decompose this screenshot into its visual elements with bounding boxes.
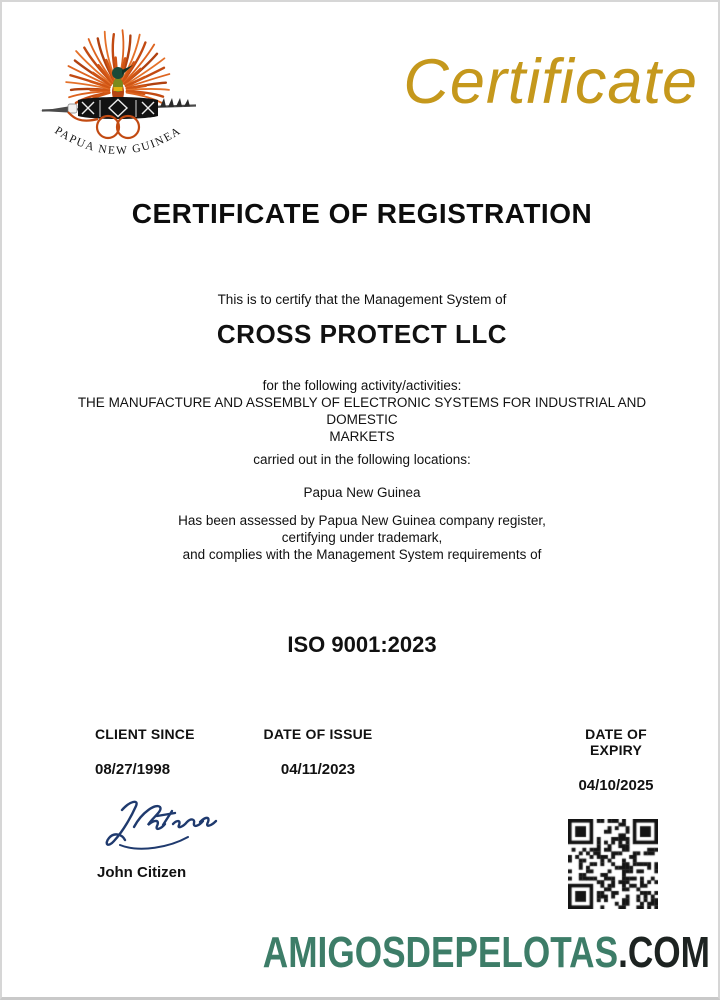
field-value: 04/10/2025 (578, 777, 654, 794)
assessment-line: certifying under trademark, (281, 530, 443, 545)
watermark (263, 928, 710, 978)
field-label: CLIENT SINCE (95, 726, 195, 742)
qr-code-icon (568, 819, 658, 909)
location-value: Papua New Guinea (303, 485, 421, 500)
assessment-line: Has been assessed by Papua New Guinea company register, (178, 513, 546, 528)
field-label: DATE OF ISSUE (263, 726, 373, 742)
field-client-since (95, 726, 195, 778)
watermark-main: AMIGOSDEPELOTAS (262, 928, 619, 977)
company-name: CROSS PROTECT LLC (216, 319, 508, 349)
signature-icon (100, 796, 218, 860)
page-title: CERTIFICATE OF REGISTRATION (131, 198, 593, 229)
signatory-name: John Citizen (97, 864, 187, 881)
watermark-tld: .COM (618, 928, 710, 977)
papua-new-guinea-emblem-icon (38, 24, 198, 166)
field-label: DATE OF EXPIRY (585, 726, 647, 758)
field-date-of-issue (264, 726, 373, 778)
field-date-of-expiry (565, 726, 667, 794)
intro-line: This is to certify that the Management System of (217, 292, 507, 307)
locations-label: carried out in the following locations: (253, 452, 471, 467)
kundu-drum-icon (78, 97, 158, 119)
activity-label: for the following activity/activities: (262, 378, 462, 393)
certificate-script-title: Certificate (403, 47, 698, 117)
field-value: 08/27/1998 (95, 761, 171, 778)
field-value: 04/11/2023 (280, 761, 356, 778)
activity-line: THE MANUFACTURE AND ASSEMBLY OF ELECTRONIC SYSTEMS FOR INDUSTRIAL AND (77, 395, 647, 410)
assessment-block (2, 512, 720, 563)
standard-name: ISO 9001:2023 (287, 632, 437, 657)
activity-line: MARKETS (329, 429, 395, 444)
assessment-line: and complies with the Management System requirements of (182, 547, 542, 562)
activity-block (2, 377, 720, 445)
emblem-caption: PAPUA NEW GUINEA (52, 124, 184, 158)
activity-line: DOMESTIC (326, 412, 398, 427)
